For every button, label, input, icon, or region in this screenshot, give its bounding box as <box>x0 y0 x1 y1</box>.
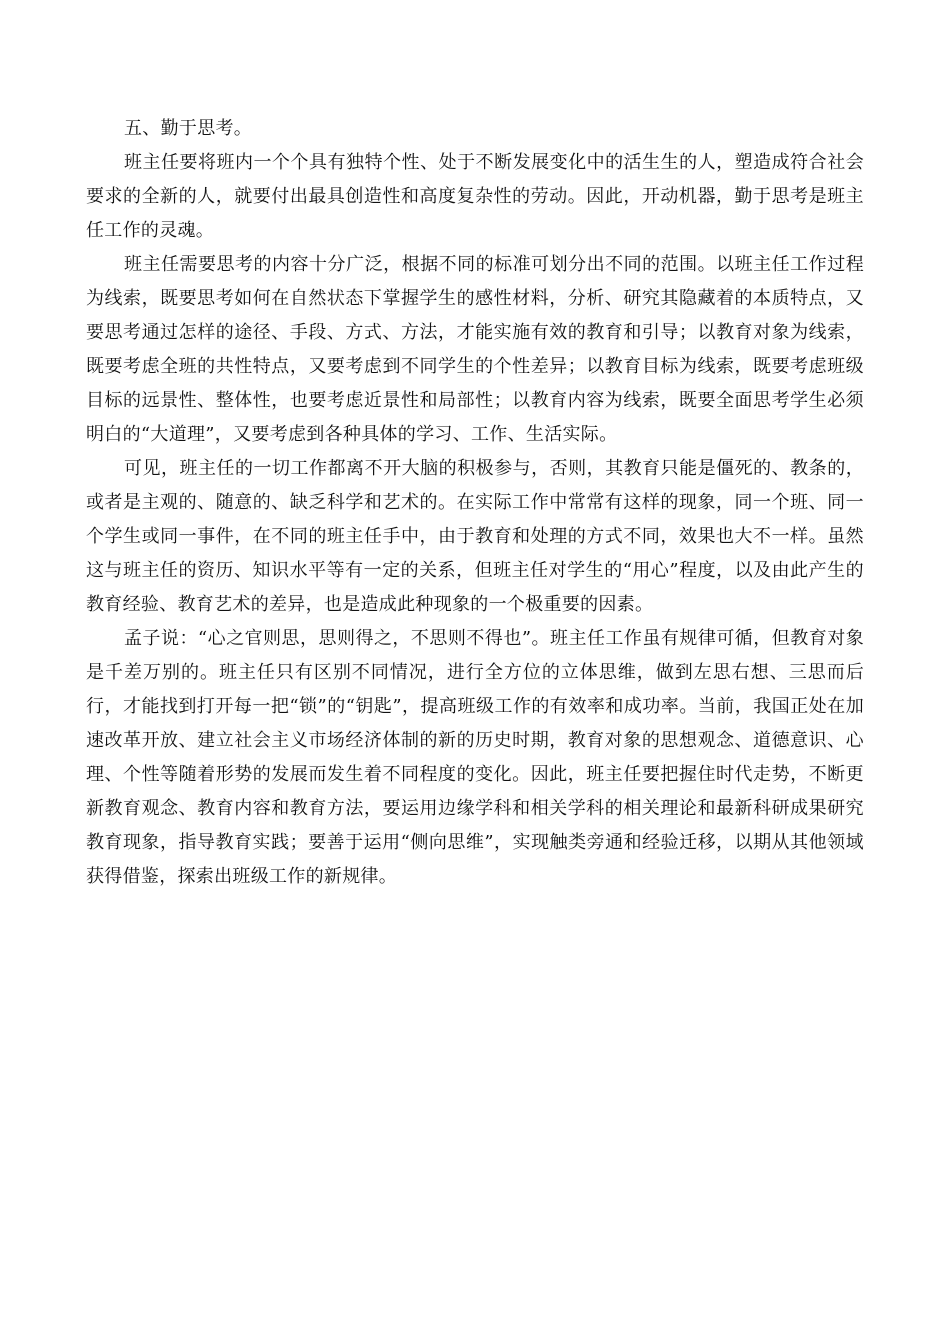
section-heading: 五、勤于思考。 <box>124 118 253 139</box>
paragraph: 班主任需要思考的内容十分广泛，根据不同的标准可划分出不同的范围。以班主任工作过程为线索，既要思考如何在自然状态下掌握学生的感性材料，分析、研究其隐藏着的本质特点，又要思考通过怎样的途径、手段、方式、方法，才能实施有效的教育和引导；以教育对象为线索，既要考虑全班的共性特点，又要考虑到不同学生的个性差异；以教育目标为线索，既要考虑班级目标的远景性、整体性，也要考虑近景性和局部性；以教育内容为线索，既要全面思考学生必须明白的“大道理”，又要考虑到各种具体的学习、工作、生活实际。 <box>86 254 864 445</box>
paragraph: 孟子说：“心之官则思，思则得之，不思则不得也”。班主任工作虽有规律可循，但教育对象是千差万别的。班主任只有区别不同情况，进行全方位的立体思维，做到左思右想、三思而后行，才能找到打开每一把“锁”的“钥匙”，提高班级工作的有效率和成功率。当前，我国正处在加速改革开放、建立社会主义市场经济体制的新的历史时期，教育对象的思想观念、道德意识、心理、个性等随着形势的发展而发生着不同程度的变化。因此，班主任要把握住时代走势，不断更新教育观念、教育内容和教育方法，要运用边缘学科和相关学科的相关理论和最新科研成果研究教育现象，指导教育实践；要善于运用“侧向思维”，实现触类旁通和经验迁移，以期从其他领域获得借鉴，探索出班级工作的新规律。 <box>86 628 864 887</box>
document-body <box>86 112 864 894</box>
paragraph: 可见，班主任的一切工作都离不开大脑的积极参与，否则，其教育只能是僵死的、教条的，或者是主观的、随意的、缺乏科学和艺术的。在实际工作中常常有这样的现象，同一个班、同一个学生或同一事件，在不同的班主任手中，由于教育和处理的方式不同，效果也大不一样。虽然这与班主任的资历、知识水平等有一定的关系，但班主任对学生的“用心”程度，以及由此产生的教育经验、教育艺术的差异，也是造成此种现象的一个极重要的因素。 <box>86 458 864 615</box>
paragraph: 班主任要将班内一个个具有独特个性、处于不断发展变化中的活生生的人，塑造成符合社会要求的全新的人，就要付出最具创造性和高度复杂性的劳动。因此，开动机器，勤于思考是班主任工作的灵魂。 <box>86 152 864 241</box>
